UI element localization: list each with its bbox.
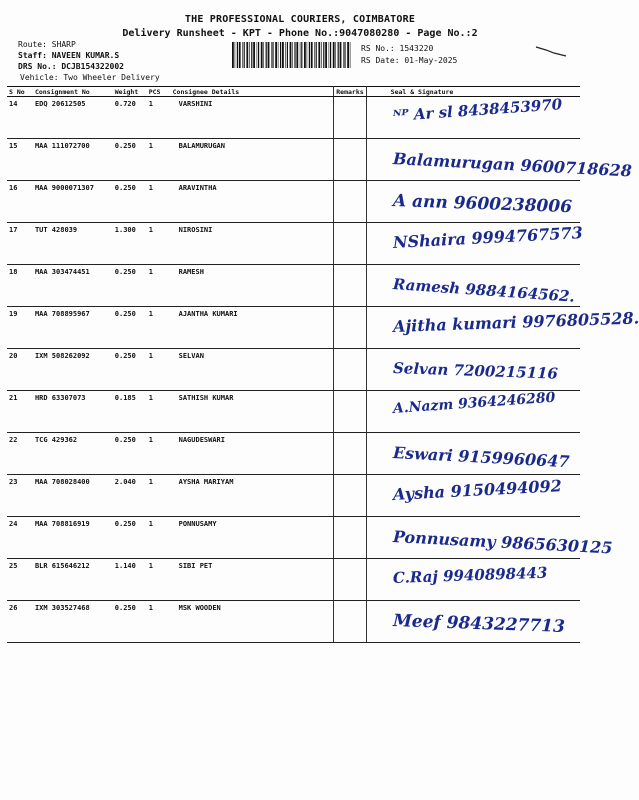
row-consignment-no-cell: MAA 303474451 xyxy=(33,265,113,307)
row-weight-cell: 0.250 xyxy=(113,433,147,475)
drs-line xyxy=(18,62,124,71)
row-sno-cell: 22 xyxy=(7,433,33,475)
handwritten-signature: Balamurugan 9600718628 xyxy=(392,149,632,181)
row-signature-cell xyxy=(366,181,580,223)
col-consignee: Consignee Details xyxy=(171,87,334,97)
row-signature-cell xyxy=(366,307,639,349)
row-consignment-no-cell: HRD 63307073 xyxy=(33,391,113,433)
barcode-bar xyxy=(300,42,301,68)
row-signature-cell xyxy=(366,559,580,601)
row-pcs-cell: 1 xyxy=(147,265,171,307)
row-remarks-cell xyxy=(334,559,366,601)
handwritten-signature: Selvan 7200215116 xyxy=(392,359,558,383)
barcode-bar xyxy=(258,42,259,68)
barcode-bar xyxy=(237,42,238,68)
row-consignment-no-cell: EDQ 20612505 xyxy=(33,97,113,139)
barcode-bar xyxy=(325,42,327,68)
barcode-bar xyxy=(301,42,302,68)
row-pcs-cell: 1 xyxy=(147,433,171,475)
row-sno-cell: 18 xyxy=(7,265,33,307)
row-weight-cell: 0.250 xyxy=(113,349,147,391)
row-weight-cell: 0.250 xyxy=(113,181,147,223)
barcode-bar xyxy=(330,42,331,68)
row-consignment-no-cell: MAA 9000071307 xyxy=(33,181,113,223)
company-title: THE PROFESSIONAL COURIERS, COIMBATORE xyxy=(184,14,416,25)
row-consignee-cell: VARSHINI xyxy=(171,97,334,139)
barcode-bar xyxy=(316,42,317,68)
barcode-bar xyxy=(343,42,344,68)
row-remarks-cell xyxy=(334,265,366,307)
row-remarks-cell xyxy=(334,349,366,391)
row-pcs-cell: 1 xyxy=(147,139,171,181)
row-sno-cell: 20 xyxy=(7,349,33,391)
row-signature-cell xyxy=(366,601,580,643)
route-line xyxy=(18,40,76,49)
barcode-bar xyxy=(246,42,248,68)
row-consignee-cell: MSK WOODEN xyxy=(171,601,334,643)
col-remarks: Remarks xyxy=(334,87,366,97)
vehicle-value: Two Wheeler Delivery xyxy=(63,73,160,82)
row-remarks-cell xyxy=(334,139,366,181)
row-weight-cell: 2.040 xyxy=(113,475,147,517)
row-weight-cell: 0.250 xyxy=(113,517,147,559)
barcode-bar xyxy=(338,42,339,68)
row-sno-cell: 24 xyxy=(7,517,33,559)
row-consignment-no-cell: IXM 508262092 xyxy=(33,349,113,391)
row-sno-cell: 23 xyxy=(7,475,33,517)
row-weight-cell: 1.300 xyxy=(113,223,147,265)
barcode-bar xyxy=(266,42,267,68)
row-signature-cell xyxy=(366,139,632,181)
staff-label: Staff: xyxy=(18,51,47,60)
barcode-bar xyxy=(311,42,313,68)
row-consignee-cell: NIROSINI xyxy=(171,223,334,265)
table-row xyxy=(7,181,580,223)
barcode-bar xyxy=(272,42,273,68)
row-consignment-no-cell: TCG 429362 xyxy=(33,433,113,475)
row-remarks-cell xyxy=(334,307,366,349)
handwritten-tick-mark xyxy=(534,44,568,58)
row-pcs-cell: 1 xyxy=(147,97,171,139)
row-consignment-no-cell: BLR 615646212 xyxy=(33,559,113,601)
row-weight-cell: 0.250 xyxy=(113,139,147,181)
row-pcs-cell: 1 xyxy=(147,601,171,643)
row-sno-cell: 16 xyxy=(7,181,33,223)
barcode-bar xyxy=(249,42,250,68)
handwritten-signature: Aysha 9150494092 xyxy=(392,476,562,504)
row-pcs-cell: 1 xyxy=(147,517,171,559)
barcode-bar xyxy=(321,42,322,68)
row-signature-cell xyxy=(366,433,580,475)
row-remarks-cell xyxy=(334,475,366,517)
row-weight-cell: 0.250 xyxy=(113,601,147,643)
row-sno-cell: 19 xyxy=(7,307,33,349)
table-row xyxy=(7,433,580,475)
rs-date-value: 01-May-2025 xyxy=(404,56,458,65)
table-row xyxy=(7,601,580,643)
rs-no-line xyxy=(361,44,433,53)
handwritten-signature: C.Raj 9940898443 xyxy=(392,563,548,587)
row-sno-cell: 15 xyxy=(7,139,33,181)
barcode-bar xyxy=(282,42,284,68)
barcode-bar xyxy=(235,42,236,68)
row-signature-cell xyxy=(366,223,583,265)
handwritten-signature: NShaira 9994767573 xyxy=(392,223,583,252)
barcode-bar xyxy=(296,42,298,68)
row-consignee-cell: PONNUSAMY xyxy=(171,517,334,559)
barcode-bar xyxy=(290,42,292,68)
row-remarks-cell xyxy=(334,433,366,475)
vehicle-label: Vehicle: xyxy=(20,73,59,82)
barcode-bar xyxy=(263,42,264,68)
barcode-bar xyxy=(347,42,349,68)
rs-date-label: RS Date: xyxy=(361,56,400,65)
barcode-bar xyxy=(261,42,263,68)
row-signature-cell xyxy=(366,349,580,391)
barcode-bar xyxy=(309,42,310,68)
barcode-bar xyxy=(239,42,241,68)
row-remarks-cell xyxy=(334,601,366,643)
handwritten-signature: Ramesh 9884164562. xyxy=(392,275,575,306)
row-remarks-cell xyxy=(334,97,366,139)
col-signature: Seal & Signature xyxy=(366,87,580,97)
row-consignee-cell: BALAMURUGAN xyxy=(171,139,334,181)
row-consignment-no-cell: MAA 708816919 xyxy=(33,517,113,559)
barcode-bar xyxy=(350,42,351,68)
row-sno-cell: 17 xyxy=(7,223,33,265)
rs-date-line xyxy=(361,56,457,65)
barcode-bar xyxy=(285,42,286,68)
row-pcs-cell: 1 xyxy=(147,307,171,349)
table-row xyxy=(7,265,580,307)
row-consignee-cell: ARAVINTHA xyxy=(171,181,334,223)
handwritten-signature: Ajitha kumari 9976805528. xyxy=(392,308,639,336)
barcode-bar xyxy=(253,42,255,68)
barcode-bar xyxy=(344,42,345,68)
handwritten-signature: ᴺᴾ Ar sl 8438453970 xyxy=(392,95,563,125)
table-row xyxy=(7,517,580,559)
barcode-bar xyxy=(275,42,277,68)
barcode-bar xyxy=(335,42,336,68)
barcode-bar xyxy=(278,42,279,68)
row-consignee-cell: AYSHA MARIYAM xyxy=(171,475,334,517)
runsheet-table xyxy=(7,86,639,643)
row-consignment-no-cell: MAA 111072700 xyxy=(33,139,113,181)
table-row xyxy=(7,139,580,181)
barcode-bar xyxy=(242,42,243,68)
col-sno: S No xyxy=(7,87,33,97)
row-weight-cell: 0.185 xyxy=(113,391,147,433)
row-consignment-no-cell: TUT 428039 xyxy=(33,223,113,265)
barcode-image xyxy=(232,42,350,68)
drs-value: DCJB154322002 xyxy=(61,62,124,71)
staff-line xyxy=(18,51,119,60)
row-weight-cell: 0.720 xyxy=(113,97,147,139)
row-sno-cell: 25 xyxy=(7,559,33,601)
table-row xyxy=(7,97,580,139)
barcode-bar xyxy=(292,42,293,68)
row-signature-cell xyxy=(366,391,580,433)
barcode-bar xyxy=(232,42,234,68)
barcode-bar xyxy=(314,42,315,68)
row-remarks-cell xyxy=(334,181,366,223)
row-remarks-cell xyxy=(334,223,366,265)
table-row xyxy=(7,223,580,265)
row-pcs-cell: 1 xyxy=(147,391,171,433)
route-value: SHARP xyxy=(51,40,76,49)
table-row xyxy=(7,391,580,433)
row-sno-cell: 14 xyxy=(7,97,33,139)
handwritten-signature: A ann 9600238006 xyxy=(392,191,572,218)
table-row xyxy=(7,307,580,349)
barcode-bar xyxy=(323,42,324,68)
barcode-bar xyxy=(251,42,252,68)
vehicle-line xyxy=(20,73,160,82)
row-weight-cell: 0.250 xyxy=(113,265,147,307)
row-sno-cell: 21 xyxy=(7,391,33,433)
row-signature-cell xyxy=(366,517,613,559)
row-pcs-cell: 1 xyxy=(147,559,171,601)
barcode-bar xyxy=(333,42,335,68)
barcode-bar xyxy=(340,42,342,68)
col-pcs: PCS xyxy=(147,87,171,97)
table-row xyxy=(7,559,580,601)
row-pcs-cell: 1 xyxy=(147,475,171,517)
barcode-bar xyxy=(294,42,295,68)
row-consignee-cell: AJANTHA KUMARI xyxy=(171,307,334,349)
table-header-row xyxy=(7,87,580,97)
row-weight-cell: 1.140 xyxy=(113,559,147,601)
table-row xyxy=(7,475,580,517)
handwritten-signature: Eswari 9159960647 xyxy=(392,443,570,472)
row-consignee-cell: SATHISH KUMAR xyxy=(171,391,334,433)
row-sno-cell: 26 xyxy=(7,601,33,643)
barcode-bar xyxy=(268,42,270,68)
handwritten-signature: Ponnusamy 9865630125 xyxy=(392,527,613,558)
barcode-bar xyxy=(318,42,320,68)
col-weight: Weight xyxy=(113,87,147,97)
row-weight-cell: 0.250 xyxy=(113,307,147,349)
barcode-bar xyxy=(271,42,272,68)
row-pcs-cell: 1 xyxy=(147,349,171,391)
barcode-bar xyxy=(329,42,330,68)
row-remarks-cell xyxy=(334,517,366,559)
row-consignee-cell: SIBI PET xyxy=(171,559,334,601)
handwritten-signature: Meef 9843227713 xyxy=(392,611,565,637)
handwritten-signature: A.Nazm 9364246280 xyxy=(392,389,556,417)
rs-no-label: RS No.: xyxy=(361,44,395,53)
row-signature-cell xyxy=(366,475,580,517)
barcode-bar xyxy=(280,42,281,68)
rs-no-value: 1543220 xyxy=(399,44,434,53)
row-consignment-no-cell: MAA 708028400 xyxy=(33,475,113,517)
barcode-bar xyxy=(257,42,258,68)
route-label: Route: xyxy=(18,40,47,49)
table-row xyxy=(7,349,580,391)
runsheet-subtitle: Delivery Runsheet - KPT - Phone No.:9047080280 - Page No.:2 xyxy=(122,28,478,39)
barcode-bar xyxy=(244,42,245,68)
row-remarks-cell xyxy=(334,391,366,433)
drs-label: DRS No.: xyxy=(18,62,57,71)
barcode-bar xyxy=(304,42,306,68)
row-signature-cell xyxy=(366,97,580,139)
row-signature-cell xyxy=(366,265,580,307)
barcode-bar xyxy=(307,42,308,68)
row-consignee-cell: RAMESH xyxy=(171,265,334,307)
barcode-bar xyxy=(287,42,288,68)
row-consignment-no-cell: IXM 303527468 xyxy=(33,601,113,643)
row-pcs-cell: 1 xyxy=(147,223,171,265)
row-consignment-no-cell: MAA 708895967 xyxy=(33,307,113,349)
col-consignment: Consignment No xyxy=(33,87,113,97)
row-pcs-cell: 1 xyxy=(147,181,171,223)
row-consignee-cell: SELVAN xyxy=(171,349,334,391)
staff-value: NAVEEN KUMAR.S xyxy=(51,51,120,60)
row-consignee-cell: NAGUDESWARI xyxy=(171,433,334,475)
